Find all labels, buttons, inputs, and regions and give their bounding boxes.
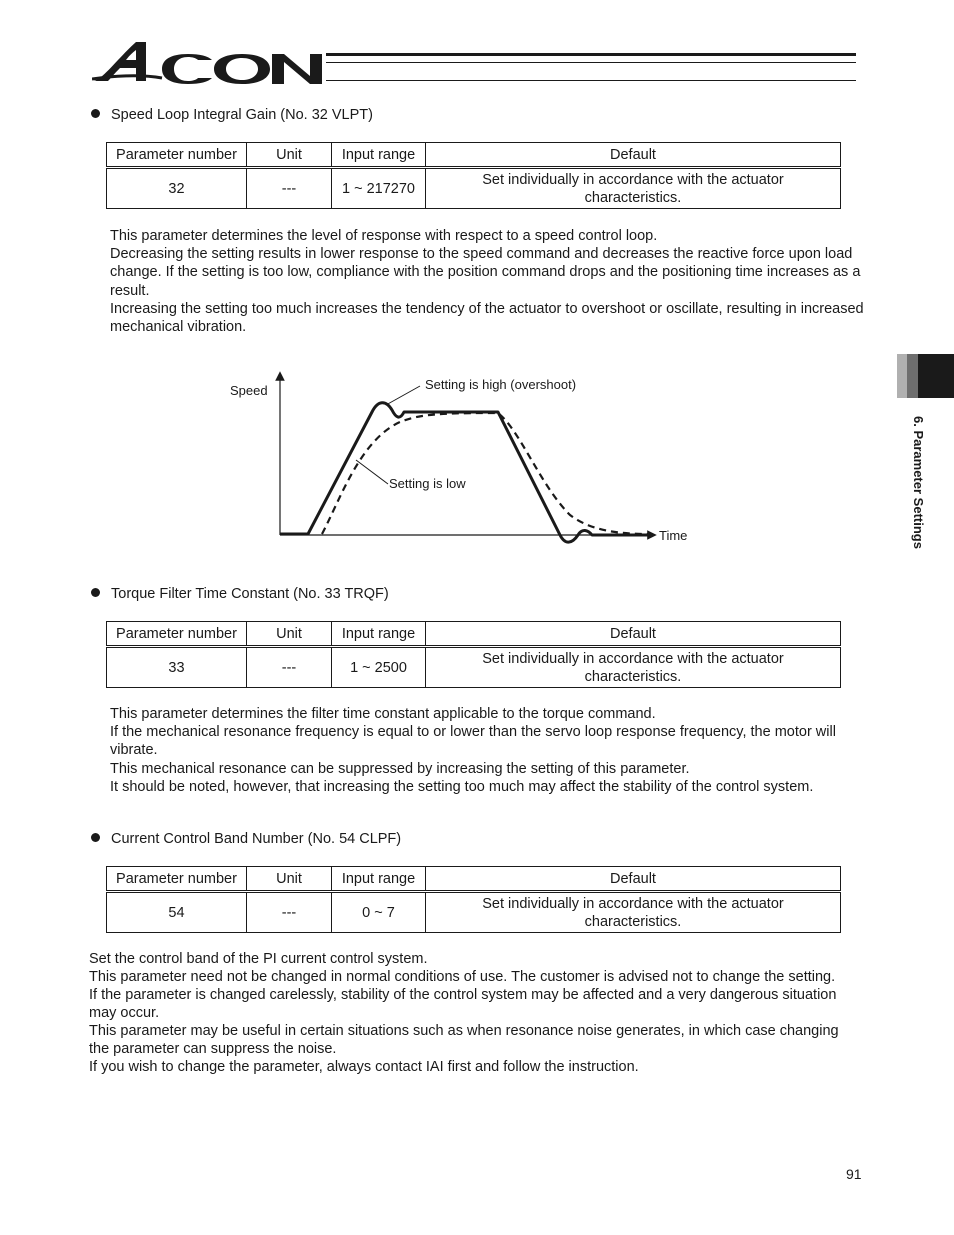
cell-unit: ---	[247, 647, 332, 688]
paragraph: This parameter determines the level of response with respect to a speed control loop.	[110, 228, 658, 244]
header-unit: Unit	[247, 867, 332, 892]
cell-unit: ---	[247, 892, 332, 933]
parameter-table-trqf	[106, 621, 841, 688]
bullet-icon	[91, 833, 100, 842]
description-vlpt	[110, 227, 870, 336]
header-input-range: Input range	[332, 622, 426, 647]
speed-response-figure	[0, 360, 954, 560]
bullet-icon	[91, 109, 100, 118]
header-default: Default	[426, 143, 841, 168]
header-parameter-number: Parameter number	[107, 867, 247, 892]
paragraph: This parameter may be useful in certain situations such as when resonance noise generates, in which case changing the parameter can suppress the noise.	[89, 1023, 839, 1057]
header-rule-thick	[326, 53, 856, 56]
leader-line-high	[386, 386, 420, 405]
section-title-clpf: Current Control Band Number (No. 54 CLPF)	[91, 829, 401, 849]
cell-default: Set individually in accordance with the actuator characteristics.	[426, 168, 841, 209]
paragraph: It should be noted, however, that increasing the setting too much may affect the stability of the control system.	[110, 778, 814, 795]
parameter-table-vlpt	[106, 142, 841, 209]
header-parameter-number: Parameter number	[107, 143, 247, 168]
y-axis-label: Speed	[230, 383, 268, 398]
curve-setting-high	[280, 403, 650, 542]
cell-input-range: 0 ~ 7	[332, 892, 426, 933]
header-input-range: Input range	[332, 867, 426, 892]
cell-input-range: 1 ~ 217270	[332, 168, 426, 209]
cell-input-range: 1 ~ 2500	[332, 647, 426, 688]
x-axis-label: Time	[659, 528, 688, 543]
header-input-range: Input range	[332, 143, 426, 168]
description-trqf	[110, 705, 870, 796]
paragraph: Decreasing the setting results in lower response to the speed command and decreases the reactive force upon load change. If the setting is too low, compliance with the position command drops and the positioning time increases as a result.	[110, 246, 861, 299]
parameter-table-clpf	[106, 866, 841, 933]
header-rule-bottom	[326, 80, 856, 81]
header-unit: Unit	[247, 622, 332, 647]
header-unit: Unit	[247, 143, 332, 168]
paragraph: If you wish to change the parameter, always contact IAI first and follow the instruction.	[89, 1059, 639, 1075]
description-clpf	[89, 950, 849, 1076]
cell-parameter-number: 32	[107, 168, 247, 209]
header-default: Default	[426, 867, 841, 892]
paragraph: This mechanical resonance can be suppressed by increasing the setting of this parameter.	[110, 760, 690, 777]
leader-line-low	[356, 460, 388, 484]
header-default: Default	[426, 622, 841, 647]
label-setting-high: Setting is high (overshoot)	[425, 377, 577, 392]
cell-default: Set individually in accordance with the actuator characteristics.	[426, 647, 841, 688]
section-title-vlpt: Speed Loop Integral Gain (No. 32 VLPT)	[91, 105, 373, 125]
paragraph: If the parameter is changed carelessly, stability of the control system may be affected and a very dangerous situation may occur.	[89, 987, 837, 1021]
cell-default: Set individually in accordance with the actuator characteristics.	[426, 892, 841, 933]
acon-logo	[92, 38, 332, 86]
chapter-tab-marker	[918, 354, 954, 398]
header-rule-thin	[326, 62, 856, 63]
cell-unit: ---	[247, 168, 332, 209]
bullet-icon	[91, 588, 100, 597]
chapter-tab-shade-mid	[907, 354, 918, 398]
label-setting-low: Setting is low	[389, 476, 466, 491]
paragraph: Increasing the setting too much increases the tendency of the actuator to overshoot or oscillate, resulting in increased mechanical vibration.	[110, 300, 864, 336]
paragraph: Set the control band of the PI current control system.	[89, 951, 428, 967]
cell-parameter-number: 54	[107, 892, 247, 933]
page-number: 91	[846, 1166, 862, 1182]
chapter-tab-label: 6. Parameter Settings	[911, 416, 926, 549]
paragraph: This parameter need not be changed in normal conditions of use. The customer is advised not to change the setting.	[89, 969, 836, 985]
section-title-trqf: Torque Filter Time Constant (No. 33 TRQF)	[91, 584, 389, 604]
header-parameter-number: Parameter number	[107, 622, 247, 647]
curve-setting-low	[322, 413, 650, 534]
paragraph: This parameter determines the filter time constant applicable to the torque command.	[110, 706, 656, 722]
cell-parameter-number: 33	[107, 647, 247, 688]
paragraph: If the mechanical resonance frequency is equal to or lower than the servo loop response frequency, the motor will vibrate.	[110, 724, 836, 759]
chapter-tab-shade-light	[897, 354, 907, 398]
